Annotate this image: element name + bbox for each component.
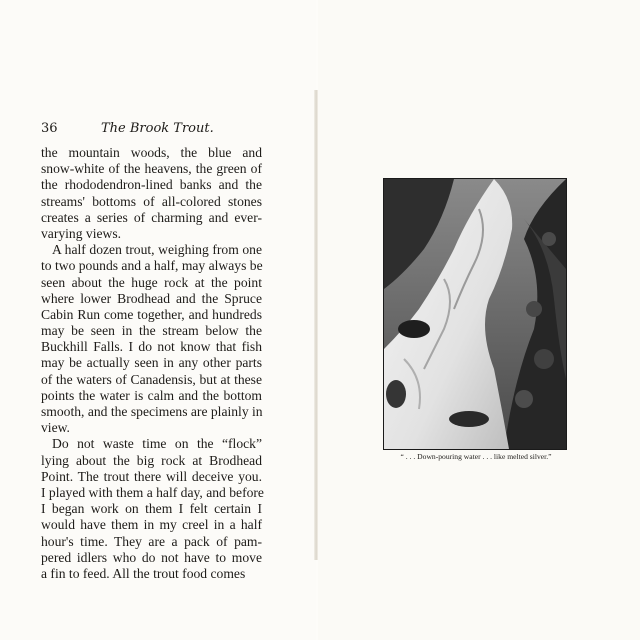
- text-line: may be actually seen in any other parts: [41, 355, 262, 371]
- text-line: Point. The trout there will deceive you.: [41, 468, 262, 484]
- text-line: view.: [41, 420, 70, 436]
- text-line: where lower Brodhead and the Spruce: [41, 290, 262, 306]
- text-line: to two pounds and a half, may always be: [41, 258, 263, 274]
- text-line: points the water is calm and the bottom: [41, 387, 262, 403]
- text-line: Buckhill Falls. I do not know that fish: [41, 339, 262, 355]
- text-line: Do not waste time on the “flock”: [52, 436, 262, 452]
- waterfall-photograph: [383, 178, 567, 450]
- running-title: The Brook Trout.: [101, 121, 214, 136]
- text-line: I began work on them I felt certain I: [41, 501, 262, 517]
- text-line: the rhododendron-lined banks and the: [41, 177, 262, 193]
- running-head: [41, 121, 266, 139]
- page-number: 36: [41, 121, 58, 136]
- photo-caption: “ . . . Down-pouring water . . . like melted silver.”: [400, 452, 552, 461]
- left-page: [0, 0, 316, 640]
- text-line: of the waters of Canadensis, but at these: [41, 371, 262, 387]
- text-line: pered idlers who do not have to move: [41, 549, 262, 565]
- text-line: A half dozen trout, weighing from one: [52, 242, 262, 258]
- text-line: varying views.: [41, 225, 122, 241]
- text-line: Cabin Run come together, and hundreds: [41, 306, 262, 322]
- text-line: smooth, and the specimens are plainly in: [41, 404, 263, 419]
- body-text: [41, 145, 262, 582]
- text-line: snow-white of the heavens, the green of: [41, 161, 262, 177]
- text-line: may be seen in the stream below the: [41, 323, 262, 339]
- text-line: would have them in my creel in a half: [41, 517, 262, 533]
- text-line: streams' bottoms of all-colored stones: [41, 193, 262, 209]
- text-line: seen about the huge rock at the point: [41, 274, 262, 290]
- text-line: I played with them a half day, and before: [41, 484, 264, 500]
- text-line: creates a series of charming and ever-: [41, 209, 262, 225]
- text-line: the mountain woods, the blue and: [41, 145, 262, 160]
- text-line: hour's time. They are a pack of pam-: [41, 533, 262, 549]
- text-line: lying about the big rock at Brodhead: [41, 452, 262, 468]
- text-line: a fin to feed. All the trout food comes: [41, 565, 246, 581]
